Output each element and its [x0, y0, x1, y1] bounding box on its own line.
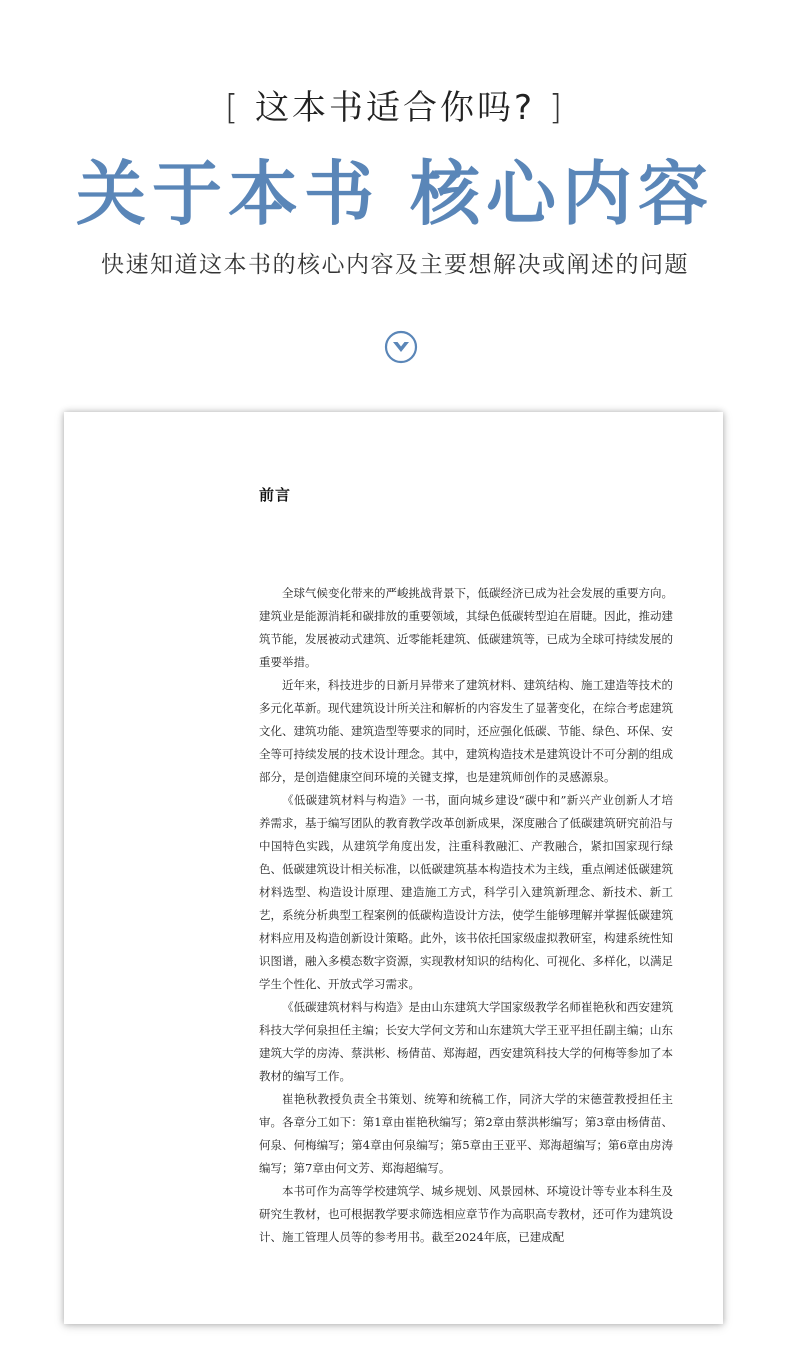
- heading-core-content: 核心内容: [410, 152, 714, 235]
- question-text: 这本书适合你吗?: [254, 88, 536, 128]
- paragraph: 《低碳建筑材料与构造》一书，面向城乡建设“碳中和”新兴产业创新人才培养需求，基于编写团队的教育教学改革创新成果，深度融合了低碳建筑研究前沿与中国特色实践，从建筑学角度出发，注重科教融汇、产教融合，紧扣国家现行绿色、低碳建筑设计相关标准，以低碳建筑基本构造技术为主线，重点阐述低碳建筑材料选型、构造设计原理、建造施工方式，科学引入建筑新理念、新技术、新工艺，系统分析典型工程案例的低碳构造设计方法，使学生能够理解并掌握低碳建筑材料应用及构造创新设计策略。此外，该书依托国家级虚拟教研室，构建系统性知识图谱，融入多模态数字资源，实现教材知识的结构化、可视化、多样化，以满足学生个性化、开放式学习需求。: [259, 793, 673, 991]
- heading-about-book: 关于本书: [76, 152, 380, 235]
- document-page: [64, 412, 723, 1324]
- paragraph: 近年来，科技进步的日新月异带来了建筑材料、建筑结构、施工建造等技术的多元化革新。现代建筑设计所关注和解析的内容发生了显著变化，在综合考虑建筑文化、建筑功能、建筑造型等要求的同时，还应强化低碳、节能、绿色、环保、安全等可持续发展的技术设计理念。其中，建筑构造技术是建筑设计不可分割的组成部分，是创造健康空间环境的关键支撑，也是建筑师创作的灵感源泉。: [259, 678, 673, 784]
- question-banner: [0, 80, 790, 129]
- paragraph: 《低碳建筑材料与构造》是由山东建筑大学国家级教学名师崔艳秋和西安建筑科技大学何泉担任主编；长安大学何文芳和山东建筑大学王亚平担任副主编；山东建筑大学的房涛、蔡洪彬、杨倩苗、郑海超，西安建筑科技大学的何梅等参加了本教材的编写工作。: [259, 1000, 673, 1083]
- paragraph: 全球气候变化带来的严峻挑战背景下，低碳经济已成为社会发展的重要方向。建筑业是能源消耗和碳排放的重要领域，其绿色低碳转型迫在眉睫。因此，推动建筑节能，发展被动式建筑、近零能耗建筑、低碳建筑等，已成为全球可持续发展的重要举措。: [259, 586, 673, 669]
- document-body: [259, 582, 673, 1249]
- paragraph: 崔艳秋教授负责全书策划、统筹和统稿工作，同济大学的宋德萱教授担任主审。各章分工如下：第1章由崔艳秋编写；第2章由蔡洪彬编写；第3章由杨倩苗、何泉、何梅编写；第4章由何泉编写；第5章由王亚平、郑海超编写；第6章由房涛编写；第7章由何文芳、郑海超编写。: [259, 1092, 673, 1175]
- bracket-close: ]: [548, 88, 566, 128]
- subheading: 快速知道这本书的核心内容及主要想解决或阐述的问题: [101, 252, 689, 278]
- bracket-open: [: [224, 88, 242, 128]
- document-title: 前言: [259, 486, 292, 504]
- chevron-down-circle-icon[interactable]: [384, 330, 418, 364]
- paragraph: 本书可作为高等学校建筑学、城乡规划、风景园林、环境设计等专业本科生及研究生教材，也可根据教学要求筛选相应章节作为高职高专教材，还可作为建筑设计、施工管理人员等的参考用书。截至2024年底，已建成配: [259, 1184, 673, 1244]
- main-heading: [0, 138, 790, 239]
